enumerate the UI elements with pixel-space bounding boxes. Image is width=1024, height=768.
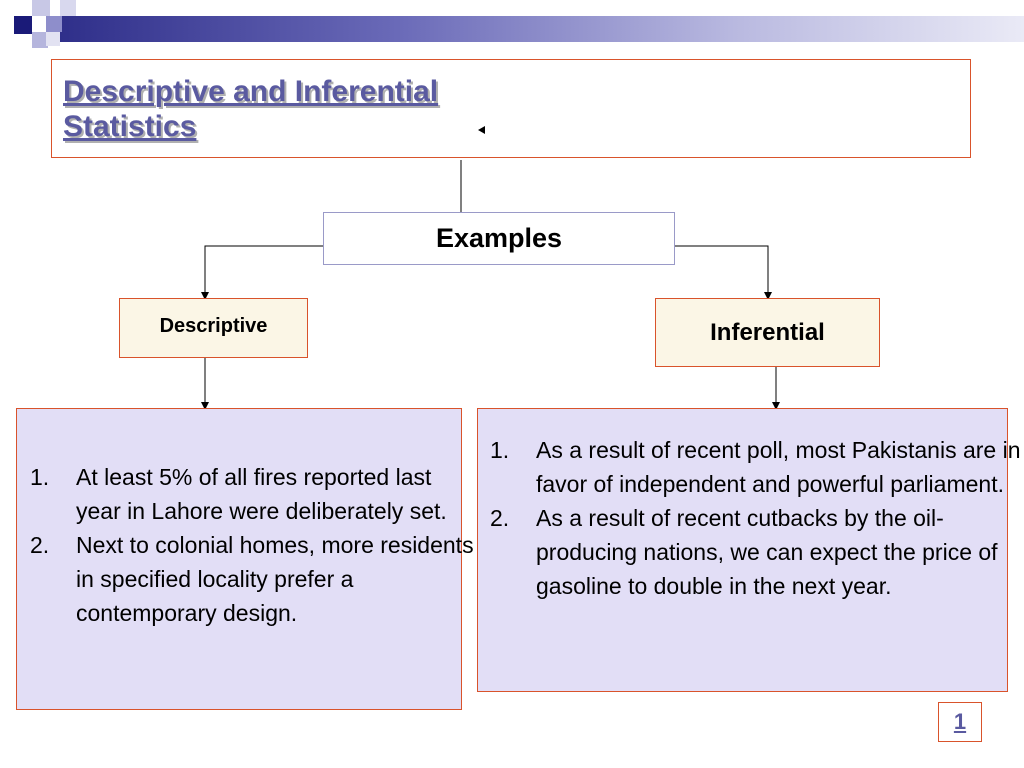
caret-left-icon — [478, 126, 485, 134]
list-item — [490, 501, 1024, 603]
descriptive-examples-box — [16, 408, 474, 710]
slide-title-line2: Statistics — [63, 110, 197, 143]
list-item-number: 2. — [30, 532, 50, 558]
inferential-examples-box — [477, 408, 1021, 692]
slide-title[interactable] — [63, 74, 438, 144]
slide-title-line1: Descriptive and Inferential — [63, 75, 439, 108]
examples-label: Examples — [435, 223, 563, 253]
list-item-text: At least 5% of all fires reported last year in Lahore were deliberately set. — [76, 464, 447, 524]
page-number-link[interactable] — [938, 702, 982, 742]
list-item-text: As a result of recent cutbacks by the oil-producing nations, we can expect the price of gasoline to double in the next year. — [536, 505, 998, 599]
examples-to-descriptive-arrow — [205, 246, 323, 296]
inferential-examples-list — [490, 433, 1024, 603]
examples-box — [323, 212, 675, 265]
descriptive-examples-list — [30, 460, 475, 630]
list-item-number: 1. — [490, 437, 510, 463]
descriptive-label: Descriptive — [159, 314, 268, 337]
descriptive-box — [119, 298, 308, 358]
list-item-number: 1. — [30, 464, 50, 490]
list-item-text: As a result of recent poll, most Pakistanis are in favor of independent and powerful parliament. — [536, 437, 1021, 497]
inferential-label: Inferential — [710, 318, 825, 346]
title-box — [51, 59, 971, 158]
list-item — [490, 433, 1024, 501]
list-item-number: 2. — [490, 505, 510, 531]
list-item-text: Next to colonial homes, more residents in specified locality prefer a contemporary design. — [76, 532, 474, 626]
inferential-box — [655, 298, 880, 367]
page-number: 1 — [953, 709, 967, 734]
examples-to-inferential-arrow — [675, 246, 768, 296]
list-item — [30, 528, 475, 630]
list-item — [30, 460, 475, 528]
